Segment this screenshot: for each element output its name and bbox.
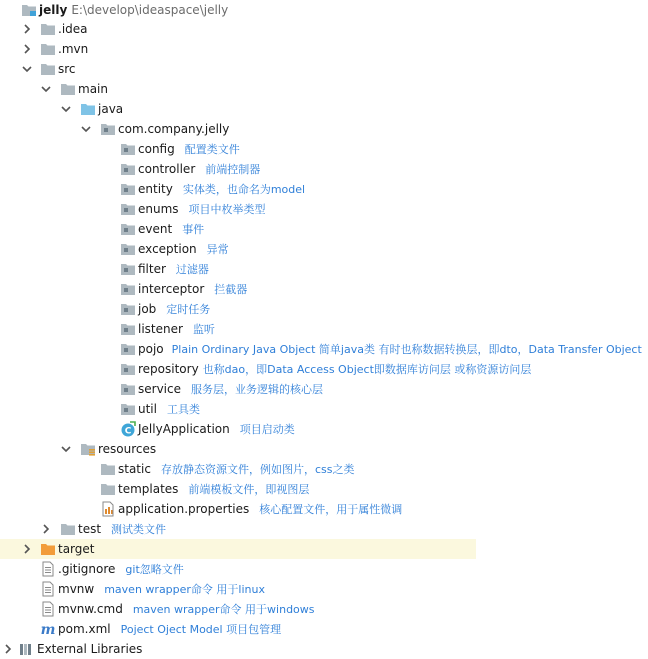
tree-node-test[interactable] (0, 519, 648, 539)
chevron-down-icon[interactable] (81, 124, 91, 134)
annotation: 前端控制器 (205, 163, 261, 176)
tree-node-label: controller (138, 162, 196, 176)
annotation: 过滤器 (175, 263, 209, 276)
tree-node-idea[interactable] (0, 19, 648, 39)
package-icon (120, 341, 136, 357)
library-icon (18, 641, 34, 657)
chevron-right-icon[interactable] (41, 524, 51, 534)
folder-icon (40, 41, 56, 57)
tree-node-pojo[interactable] (0, 339, 648, 359)
tree-node-jelly[interactable] (0, 0, 648, 20)
tree-node-main[interactable] (0, 79, 648, 99)
source-root-folder-icon (80, 101, 96, 117)
tree-node-label: target (58, 542, 95, 556)
annotation: Poject Oject Model 项目包管理 (120, 623, 282, 636)
tree-node-exception[interactable] (0, 239, 648, 259)
annotation: git忽略文件 (125, 563, 184, 576)
tree-node-package[interactable] (0, 119, 648, 139)
package-icon (120, 301, 136, 317)
excluded-folder-icon (40, 541, 56, 557)
chevron-right-icon[interactable] (22, 24, 32, 34)
tree-node-label: enums (138, 202, 179, 216)
properties-file-icon (100, 501, 116, 517)
tree-node-label: job (138, 302, 157, 316)
tree-node-target[interactable] (0, 539, 476, 559)
folder-icon (100, 461, 116, 477)
text-file-icon (40, 601, 56, 617)
annotation: 也称dao，即Data Access Object即数据库访问层 或称资源访问层 (202, 363, 532, 376)
tree-node-interceptor[interactable] (0, 279, 648, 299)
tree-node-event[interactable] (0, 219, 648, 239)
tree-node-jelly-application[interactable] (0, 419, 648, 439)
annotation: 事件 (182, 223, 205, 236)
folder-icon (100, 481, 116, 497)
package-icon (120, 401, 136, 417)
tree-node-label: .mvn (58, 42, 89, 56)
tree-node-label: .idea (58, 22, 88, 36)
tree-node-java[interactable] (0, 99, 648, 119)
folder-icon (40, 61, 56, 77)
tree-node-label: repository (138, 362, 199, 376)
tree-node-templates[interactable] (0, 479, 648, 499)
resources-folder-icon (80, 441, 96, 457)
tree-node-entity[interactable] (0, 179, 648, 199)
tree-node-application-properties[interactable] (0, 499, 648, 519)
chevron-down-icon[interactable] (41, 84, 51, 94)
tree-node-job[interactable] (0, 299, 648, 319)
package-icon (100, 121, 116, 137)
text-file-icon (40, 561, 56, 577)
tree-node-listener[interactable] (0, 319, 648, 339)
tree-node-label: static (118, 462, 151, 476)
tree-node-gitignore[interactable] (0, 559, 648, 579)
tree-node-label: mvnw (58, 582, 95, 596)
annotation: 异常 (206, 243, 229, 256)
tree-node-external-libraries[interactable] (0, 639, 648, 659)
annotation: 拦截器 (214, 283, 248, 296)
tree-node-label: .gitignore (58, 562, 116, 576)
annotation: 监听 (192, 323, 215, 336)
tree-node-label: application.properties (118, 502, 250, 516)
package-icon (120, 241, 136, 257)
annotation: maven wrapper命令 用于linux (104, 583, 265, 596)
annotation: 项目启动类 (239, 423, 295, 436)
tree-node-label: resources (98, 442, 157, 456)
annotation: 核心配置文件，用于属性微调 (259, 503, 403, 516)
chevron-right-icon[interactable] (22, 44, 32, 54)
chevron-down-icon[interactable] (61, 444, 71, 454)
tree-node-label: listener (138, 322, 183, 336)
annotation: maven wrapper命令 用于windows (132, 603, 315, 616)
package-icon (120, 281, 136, 297)
tree-node-util[interactable] (0, 399, 648, 419)
tree-node-label: event (138, 222, 173, 236)
tree-node-label: entity (138, 182, 173, 196)
tree-node-pom-xml[interactable] (0, 619, 648, 639)
annotation: 定时任务 (166, 303, 211, 316)
svg-text:m: m (40, 622, 56, 638)
tree-node-label: pom.xml (58, 622, 111, 636)
tree-node-label: java (98, 102, 124, 116)
package-icon (120, 221, 136, 237)
annotation: 测试类文件 (111, 523, 167, 536)
folder-icon (60, 521, 76, 537)
tree-node-label: templates (118, 482, 179, 496)
svg-text:C: C (124, 426, 132, 437)
chevron-down-icon[interactable] (22, 64, 32, 74)
annotation: 服务层，业务逻辑的核心层 (190, 383, 323, 396)
tree-node-label: pojo (138, 342, 164, 356)
tree-node-label: main (78, 82, 108, 96)
tree-node-label: External Libraries (37, 642, 143, 656)
tree-node-enums[interactable] (0, 199, 648, 219)
annotation: 工具类 (166, 403, 200, 416)
tree-node-mvn[interactable] (0, 39, 648, 59)
annotation: 存放静态资源文件，例如图片，css之类 (160, 463, 355, 476)
tree-node-label: service (138, 382, 181, 396)
chevron-down-icon[interactable] (61, 104, 71, 114)
tree-node-config[interactable] (0, 139, 648, 159)
tree-node-label: com.company.jelly (118, 122, 230, 136)
annotation: 项目中枚举类型 (188, 203, 266, 216)
tree-node-label: mvnw.cmd (58, 602, 123, 616)
package-icon (120, 201, 136, 217)
tree-node-label: filter (138, 262, 166, 276)
module-folder-icon (21, 2, 37, 18)
tree-node-filter[interactable] (0, 259, 648, 279)
package-icon (120, 141, 136, 157)
tree-node-service[interactable] (0, 379, 648, 399)
folder-icon (60, 81, 76, 97)
tree-node-label: src (58, 62, 76, 76)
spring-boot-class-icon (120, 421, 136, 437)
tree-node-label: test (78, 522, 102, 536)
tree-node-src[interactable] (0, 59, 648, 79)
tree-node-mvnw[interactable] (0, 579, 648, 599)
package-icon (120, 161, 136, 177)
project-path: E:\develop\ideaspace\jelly (71, 3, 229, 17)
tree-node-label: interceptor (138, 282, 205, 296)
chevron-right-icon[interactable] (3, 644, 13, 654)
package-icon (120, 361, 136, 377)
tree-node-label: jelly (39, 3, 68, 17)
chevron-right-icon[interactable] (22, 544, 32, 554)
package-icon (120, 261, 136, 277)
maven-icon (40, 621, 56, 637)
annotation: Plain Ordinary Java Object 简单java类 有时也称数据转换层，即dto，Data Transfer Object (171, 343, 642, 356)
text-file-icon (40, 581, 56, 597)
annotation: 前端模板文件，即视图层 (188, 483, 310, 496)
annotation: 实体类，也命名为model (182, 183, 306, 196)
tree-node-label: config (138, 142, 175, 156)
tree-node-label: exception (138, 242, 197, 256)
tree-node-label: util (138, 402, 157, 416)
annotation: 配置类文件 (184, 143, 240, 156)
package-icon (120, 181, 136, 197)
tree-node-label: JellyApplication (138, 422, 230, 436)
tree-node-repository[interactable] (0, 359, 648, 379)
tree-node-resources[interactable] (0, 439, 648, 459)
folder-icon (40, 21, 56, 37)
tree-node-static[interactable] (0, 459, 648, 479)
tree-node-mvnw-cmd[interactable] (0, 599, 648, 619)
package-icon (120, 381, 136, 397)
package-icon (120, 321, 136, 337)
tree-node-controller[interactable] (0, 159, 648, 179)
